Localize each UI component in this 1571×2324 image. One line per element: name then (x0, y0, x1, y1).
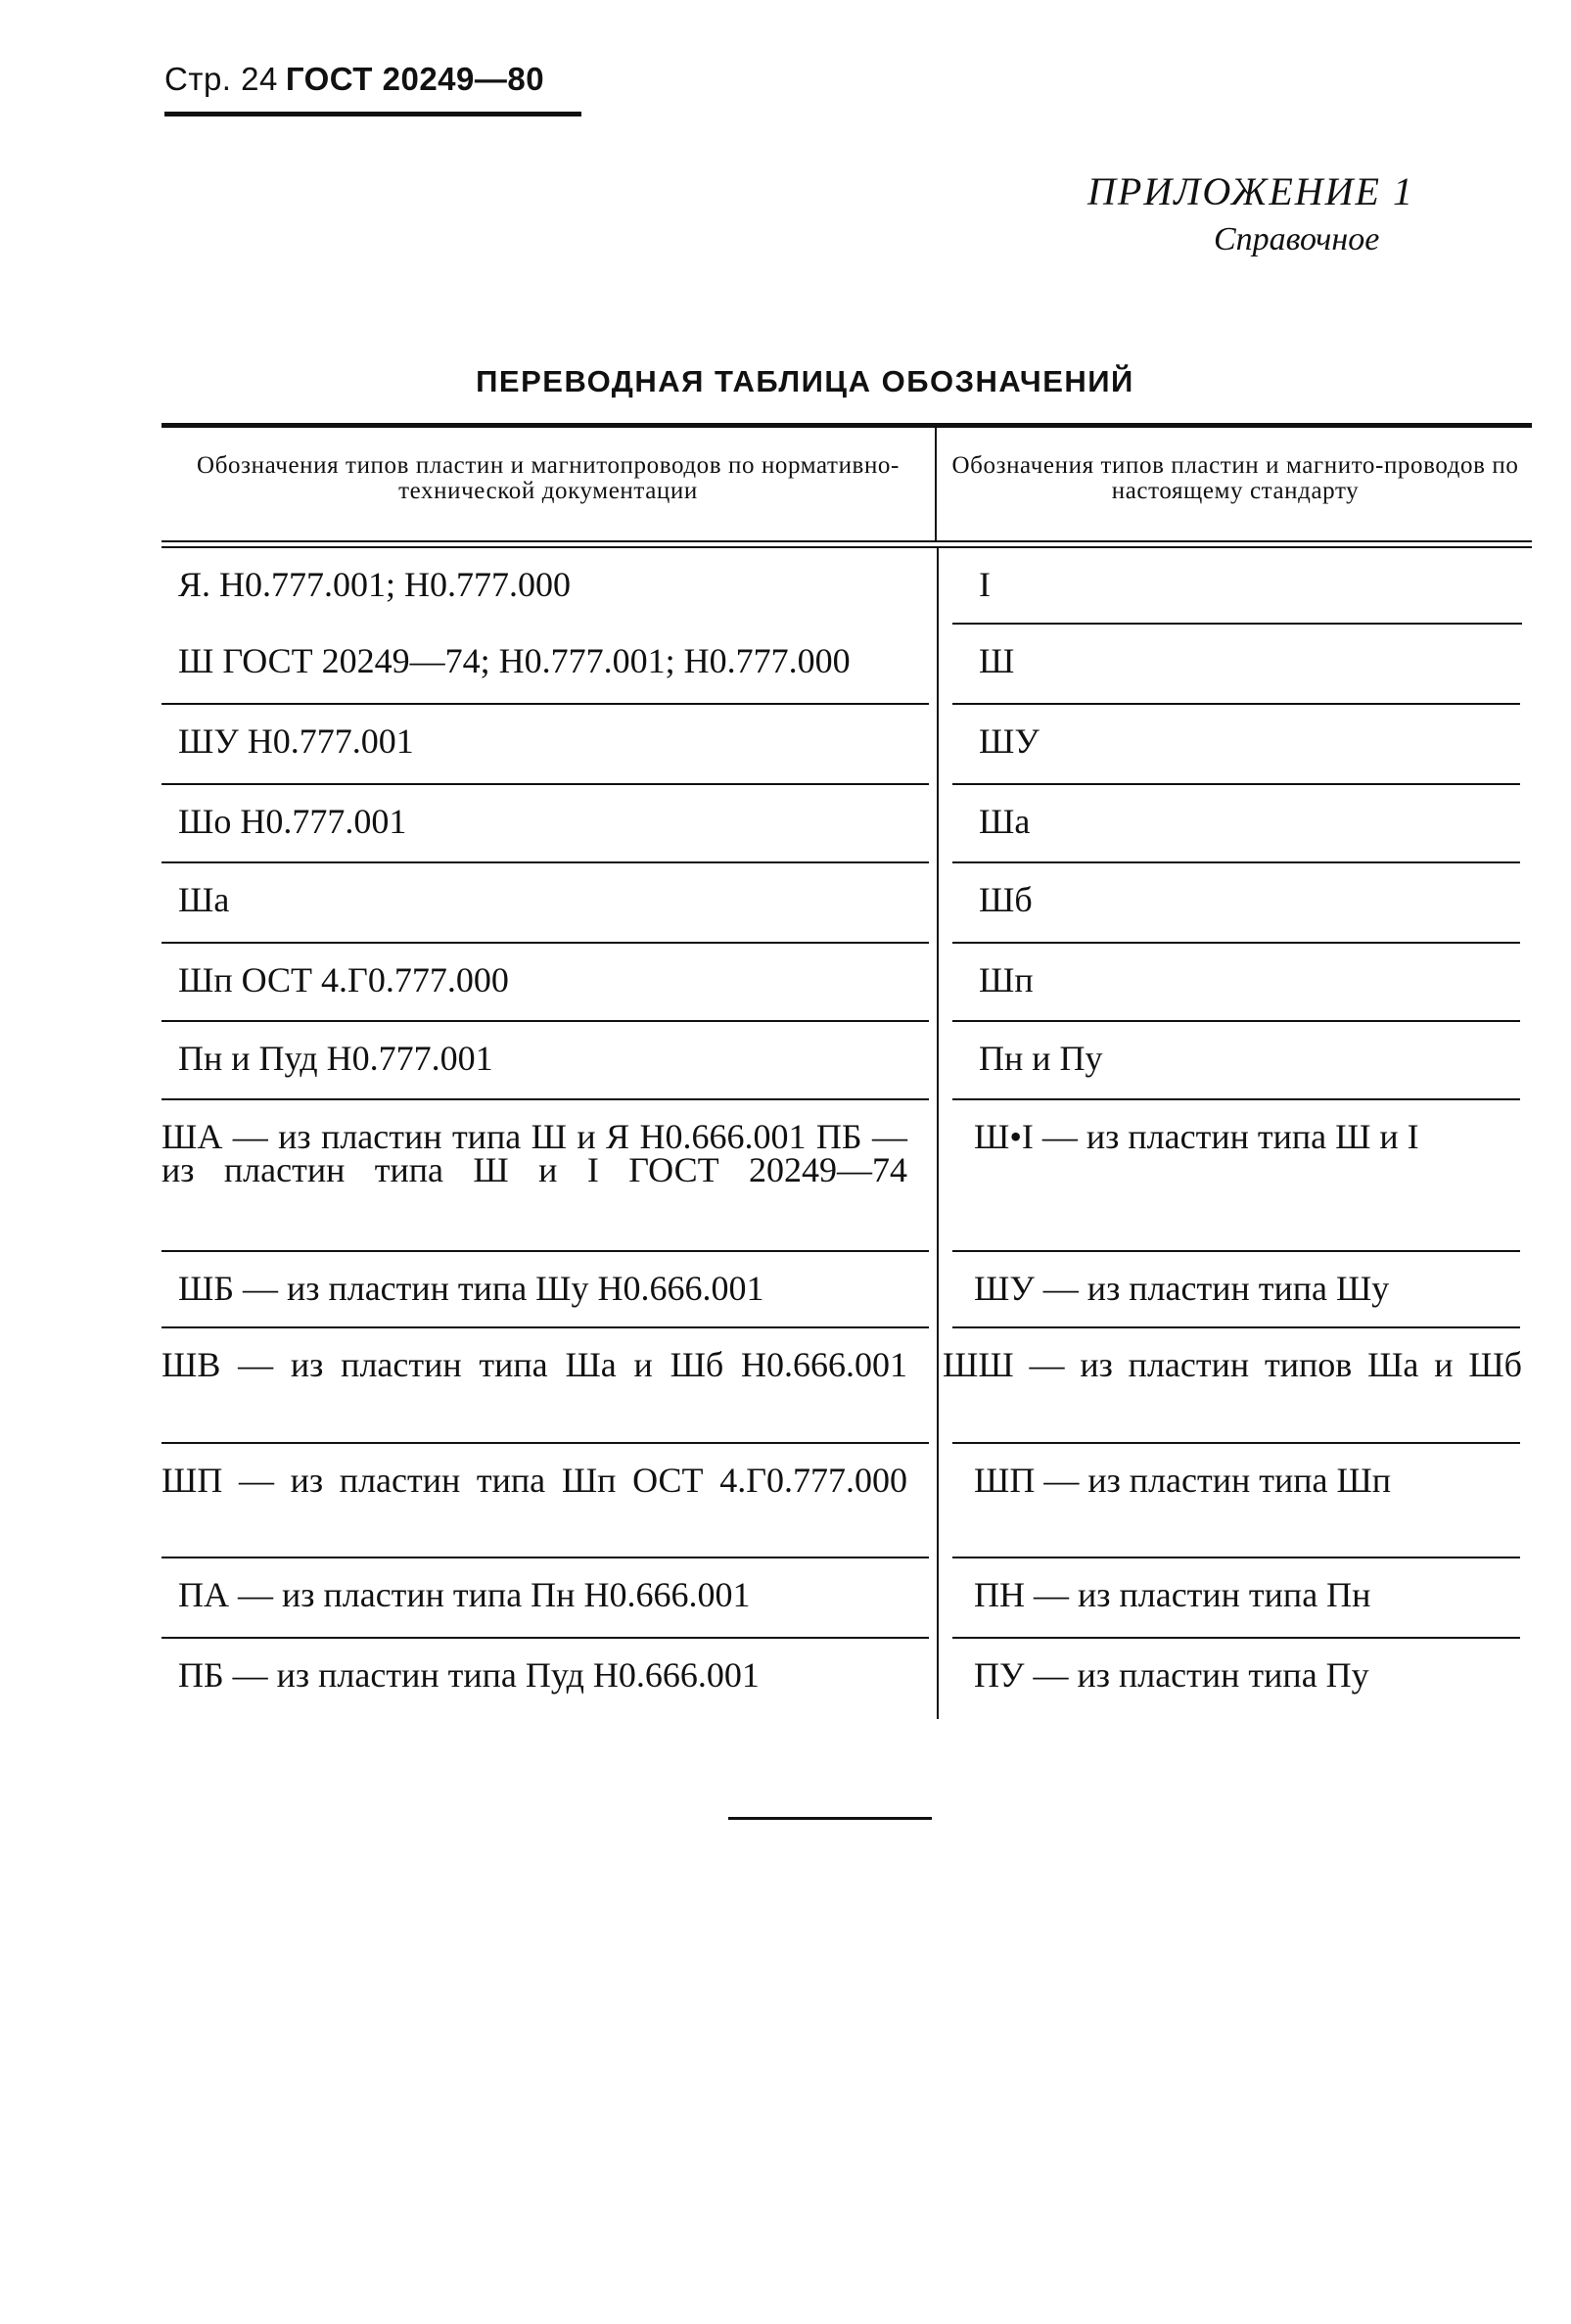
cell-old-designation: Ша (178, 880, 230, 919)
table-row (162, 944, 1532, 1022)
column-header-right: Обозначения типов пластин и магнито-проводов по настоящему стандарту (935, 428, 1532, 540)
cell-new-designation: Ш (979, 641, 1015, 680)
cell-old-designation: ШП — из пластин типа Шп ОСТ 4.Г0.777.000 (162, 1461, 907, 1500)
cell-old-designation: Шо Н0.777.001 (178, 802, 407, 841)
cell-old-designation: ША — из пластин типа Ш и Я Н0.666.001 ПБ — из пластин типа Ш и I ГОСТ 20249—74 (162, 1117, 907, 1189)
appendix-title: ПРИЛОЖЕНИЕ 1 (1087, 169, 1414, 213)
table-title: ПЕРЕВОДНАЯ ТАБЛИЦА ОБОЗНАЧЕНИЙ (476, 364, 1134, 398)
cell-old-designation: Шп ОСТ 4.Г0.777.000 (178, 960, 509, 999)
cell-new-designation: I (979, 565, 991, 604)
table-row (162, 705, 1532, 785)
table-row (162, 1100, 1532, 1252)
cell-old-designation: ПА — из пластин типа Пн Н0.666.001 (178, 1575, 751, 1614)
page-header (164, 61, 544, 98)
cell-new-designation: ШУ — из пластин типа Шу (974, 1269, 1390, 1308)
appendix-subtitle: Справочное (1214, 221, 1380, 257)
table-row (162, 1022, 1532, 1100)
cell-new-designation: ПН — из пластин типа Пн (974, 1575, 1371, 1614)
table-row (162, 625, 1532, 705)
table-row (162, 1639, 1532, 1719)
table-row (162, 1444, 1532, 1558)
cell-old-designation: ШБ — из пластин типа Шу Н0.666.001 (178, 1269, 764, 1308)
cell-new-designation: ШУ (979, 721, 1040, 761)
cell-old-designation: ШВ — из пластин типа Ша и Шб Н0.666.001 (162, 1345, 907, 1384)
table-row (162, 1558, 1532, 1639)
cell-new-designation: Ша (979, 802, 1031, 841)
table-row (162, 1328, 1532, 1444)
header-rule (164, 112, 581, 116)
cell-old-designation: Я. Н0.777.001; Н0.777.000 (178, 565, 572, 604)
end-rule (728, 1817, 932, 1820)
table-row (162, 785, 1532, 863)
page-number: Стр. 24 (164, 61, 278, 97)
cell-new-designation: ШШ — из пластин типов Ша и Шб (943, 1345, 1522, 1384)
header-double-rule (162, 540, 1532, 548)
cell-new-designation: ШП — из пластин типа Шп (974, 1461, 1392, 1500)
table-row (162, 1252, 1532, 1328)
table-row (162, 863, 1532, 944)
table-row (162, 548, 1532, 625)
standard-number: ГОСТ 20249—80 (285, 61, 545, 97)
cell-old-designation: Ш ГОСТ 20249—74; Н0.777.001; Н0.777.000 (178, 641, 851, 680)
designation-table (162, 423, 1532, 1719)
cell-old-designation: ШУ Н0.777.001 (178, 721, 414, 761)
cell-new-designation: Шп (979, 960, 1034, 999)
cell-old-designation: ПБ — из пластин типа Пуд Н0.666.001 (178, 1655, 760, 1695)
cell-new-designation: Пн и Пу (979, 1039, 1103, 1078)
cell-new-designation: Ш•I — из пластин типа Ш и I (974, 1117, 1419, 1156)
table-header-row (162, 428, 1532, 540)
cell-old-designation: Пн и Пуд Н0.777.001 (178, 1039, 493, 1078)
table-body (162, 548, 1532, 1719)
cell-new-designation: ПУ — из пластин типа Пу (974, 1655, 1369, 1695)
column-header-left: Обозначения типов пластин и магнитопроводов по нормативно-технической документации (197, 452, 900, 504)
cell-new-designation: Шб (979, 880, 1033, 919)
